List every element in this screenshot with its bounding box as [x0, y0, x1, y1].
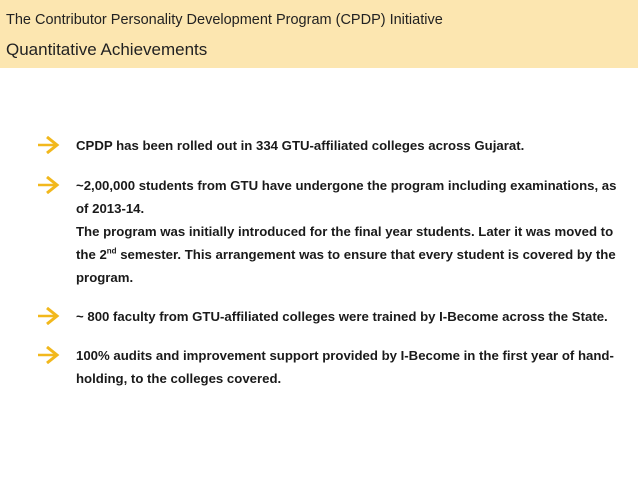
arrow-right-icon: [38, 136, 60, 154]
bullet-text: ~2,00,000 students from GTU have undergone the program including examinations, as of 2013-14.: [76, 178, 617, 216]
ordinal-suffix: nd: [106, 246, 117, 256]
list-item: [38, 305, 628, 328]
arrow-right-icon: [38, 307, 60, 325]
slide-title: The Contributor Personality Development Program (CPDP) Initiative: [6, 12, 443, 28]
bullet-text: 100% audits and improvement support provided by I-Become in the first year of hand-holding, to the colleges covered.: [76, 348, 614, 386]
bullet-text-part: The program was initially introduced for the final year students. Later it was moved to the 2: [76, 224, 614, 262]
slide-header: [0, 0, 638, 68]
list-item: [38, 344, 628, 390]
arrow-right-icon: [38, 176, 60, 194]
arrow-right-icon: [38, 346, 60, 364]
bullet-text: CPDP has been rolled out in 334 GTU-affiliated colleges across Gujarat.: [76, 138, 525, 153]
list-item: [38, 134, 628, 157]
list-item: [38, 174, 628, 289]
achievements-list: [38, 134, 628, 408]
bullet-text-continuation: [76, 220, 628, 289]
bullet-text-part: semester. This arrangement was to ensure that every student is covered by the program.: [76, 247, 616, 285]
bullet-text: ~ 800 faculty from GTU-affiliated colleges were trained by I-Become across the State.: [76, 309, 608, 324]
slide-subtitle: Quantitative Achievements: [6, 40, 208, 59]
